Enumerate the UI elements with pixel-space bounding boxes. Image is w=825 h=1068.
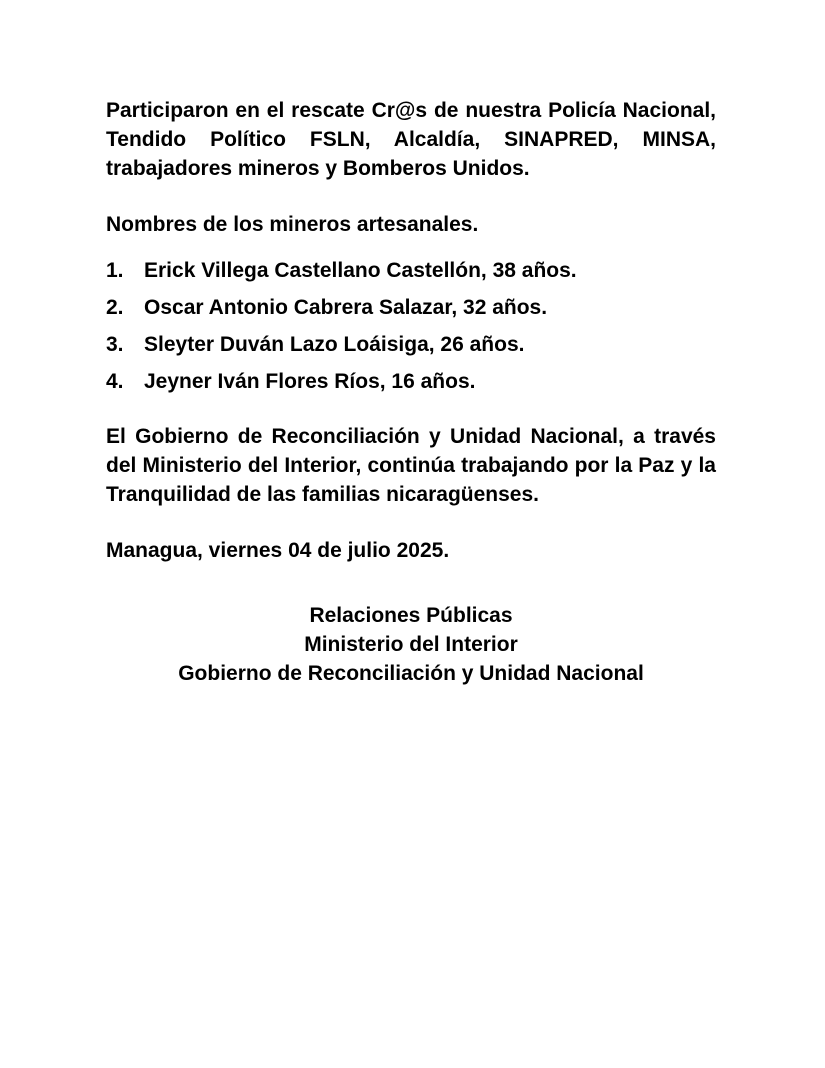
miners-list-heading: Nombres de los mineros artesanales. — [106, 213, 479, 236]
list-item — [106, 293, 716, 330]
list-item-text: Jeyner Iván Flores Ríos, 16 años. — [144, 370, 476, 393]
list-item — [106, 367, 716, 404]
miners-list — [106, 256, 716, 404]
list-item — [106, 330, 716, 367]
list-item-number: 3. — [106, 333, 124, 356]
list-item-number: 4. — [106, 370, 124, 393]
list-item-text: Oscar Antonio Cabrera Salazar, 32 años. — [144, 296, 548, 319]
date-line: Managua, viernes 04 de julio 2025. — [106, 539, 450, 562]
list-item-number: 2. — [106, 296, 124, 319]
signature-line-ministry: Ministerio del Interior — [304, 633, 518, 656]
list-item — [106, 256, 716, 293]
signature-line-department: Relaciones Públicas — [309, 604, 513, 627]
list-item-text: Erick Villega Castellano Castellón, 38 años. — [144, 259, 577, 282]
list-item-text: Sleyter Duván Lazo Loáisiga, 26 años. — [144, 333, 525, 356]
intro-paragraph: Participaron en el rescate Cr@s de nuestra Policía Nacional, Tendido Político FSLN, Alcaldía, SINAPRED, MINSA, trabajadores mineros y Bomberos Unidos. — [106, 99, 716, 180]
list-item-number: 1. — [106, 259, 124, 282]
signature-line-government: Gobierno de Reconciliación y Unidad Nacional — [178, 662, 644, 685]
signature-block — [106, 601, 716, 688]
document-body — [106, 96, 716, 565]
government-paragraph: El Gobierno de Reconciliación y Unidad Nacional, a través del Ministerio del Interior, continúa trabajando por la Paz y la Tranquilidad de las familias nicaragüenses. — [106, 425, 716, 506]
